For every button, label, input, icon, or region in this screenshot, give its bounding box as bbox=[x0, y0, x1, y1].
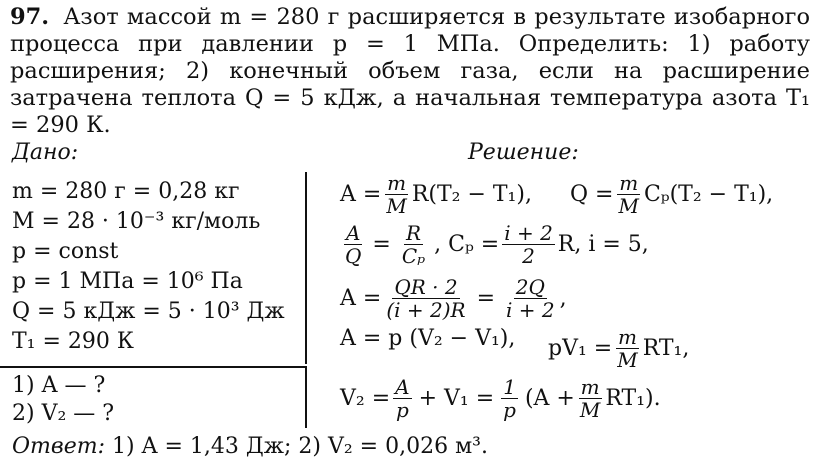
fraction-m-over-M-3 bbox=[615, 326, 639, 371]
given-pressure-const: p = const bbox=[12, 239, 119, 264]
eq5a-num: A bbox=[395, 375, 410, 399]
eq2b-den: Cₚ bbox=[401, 244, 426, 268]
eq1a-pre: A = bbox=[340, 182, 382, 207]
given-temperature: T₁ = 290 К bbox=[12, 329, 134, 354]
fraction-1-over-p bbox=[501, 376, 518, 421]
eq1b-pre: Q = bbox=[570, 182, 614, 207]
given-molar-mass: M = 28 · 10⁻³ кг/моль bbox=[12, 209, 261, 234]
eq5c-num: m bbox=[580, 375, 600, 399]
equation-final-volume bbox=[340, 376, 661, 421]
find-volume: 2) V₂ — ? bbox=[12, 401, 115, 426]
eq5a-den: p bbox=[395, 398, 409, 422]
eq5-pre: V₂ = bbox=[340, 386, 391, 411]
problem-statement bbox=[10, 4, 810, 139]
fraction-i-plus-2-over-2 bbox=[502, 222, 555, 267]
given-pressure: p = 1 МПа = 10⁶ Па bbox=[12, 269, 243, 294]
fraction-m-over-M bbox=[384, 172, 408, 217]
equation-work bbox=[340, 172, 532, 217]
eq2a-num: A bbox=[345, 221, 361, 245]
eq5b-num: 1 bbox=[503, 375, 516, 399]
eq2c-num: i + 2 bbox=[504, 221, 553, 245]
given-box bbox=[0, 172, 307, 364]
eq3-post: , bbox=[559, 286, 567, 311]
find-work: 1) A — ? bbox=[12, 373, 106, 398]
equation-state bbox=[548, 326, 689, 371]
eq2c-pre: , Cₚ = bbox=[434, 232, 500, 257]
solution-heading: Решение: bbox=[468, 140, 579, 165]
eq2c-den: 2 bbox=[522, 244, 535, 268]
eq1a-post: R(T₂ − T₁), bbox=[411, 182, 532, 207]
equation-work-expression bbox=[340, 276, 567, 321]
eq3-pre: A = bbox=[340, 286, 382, 311]
eq3b-num: 2Q bbox=[515, 275, 545, 299]
eq5b-den: p bbox=[503, 398, 516, 422]
eq5-paren-close: RT₁). bbox=[605, 386, 661, 411]
equation-ratio bbox=[340, 222, 649, 267]
answer bbox=[12, 432, 488, 462]
eq4-num: m bbox=[617, 325, 637, 349]
eq1a-den: M bbox=[386, 194, 407, 218]
eq1b-den: M bbox=[618, 194, 639, 218]
eq3b-den: i + 2 bbox=[506, 298, 555, 322]
eq4-a: A = p (V₂ − V₁), bbox=[340, 326, 516, 351]
fraction-R-over-Cp bbox=[400, 222, 427, 267]
given-heat: Q = 5 кДж = 5 · 10³ Дж bbox=[12, 299, 285, 324]
problem-number: 97. bbox=[10, 4, 50, 30]
eq2b-num: R bbox=[405, 221, 422, 245]
eq2a-mid: = bbox=[372, 232, 391, 257]
fraction-A-over-Q bbox=[343, 222, 363, 267]
eq5c-den: M bbox=[579, 398, 601, 422]
find-box bbox=[0, 368, 307, 428]
fraction-QR2-over-i2R bbox=[384, 276, 467, 321]
eq4-den: M bbox=[617, 348, 638, 372]
fraction-m-over-M-4 bbox=[578, 376, 602, 421]
given-heading: Дано: bbox=[12, 140, 79, 165]
eq2c-post: R, i = 5, bbox=[557, 232, 649, 257]
eq5-mid: + V₁ = bbox=[418, 386, 495, 411]
eq1a-num: m bbox=[387, 171, 407, 195]
fraction-m-over-M-2 bbox=[616, 172, 640, 217]
eq1b-num: m bbox=[619, 171, 639, 195]
answer-text: 1) A = 1,43 Дж; 2) V₂ = 0,026 м³. bbox=[112, 434, 488, 459]
eq3-mid: = bbox=[476, 286, 496, 311]
answer-label: Ответ: bbox=[12, 434, 105, 459]
eq4-b: pV₁ = bbox=[548, 336, 613, 361]
fraction-A-over-p bbox=[393, 376, 411, 421]
eq2a-den: Q bbox=[345, 244, 362, 268]
problem-text: Азот массой m = 280 г расширяется в результате изобарного процесса при давлении p = 1 МПа. Определить: 1) работу расширения; 2) конечный объем газа, если на расширение затрачена теплота Q = 5 кДж, а начальная температура азота T₁ = 290 К. bbox=[10, 4, 810, 138]
fraction-2Q-over-i2 bbox=[504, 276, 557, 321]
equation-work-pressure bbox=[340, 326, 515, 351]
equation-heat bbox=[570, 172, 773, 217]
given-mass: m = 280 г = 0,28 кг bbox=[12, 179, 240, 204]
eq4-post: RT₁, bbox=[642, 336, 690, 361]
eq5-paren-open: (A + bbox=[524, 386, 575, 411]
eq3a-num: QR · 2 bbox=[394, 275, 458, 299]
eq3a-den: (i + 2)R bbox=[386, 298, 466, 322]
eq1b-post: Cₚ(T₂ − T₁), bbox=[643, 182, 774, 207]
